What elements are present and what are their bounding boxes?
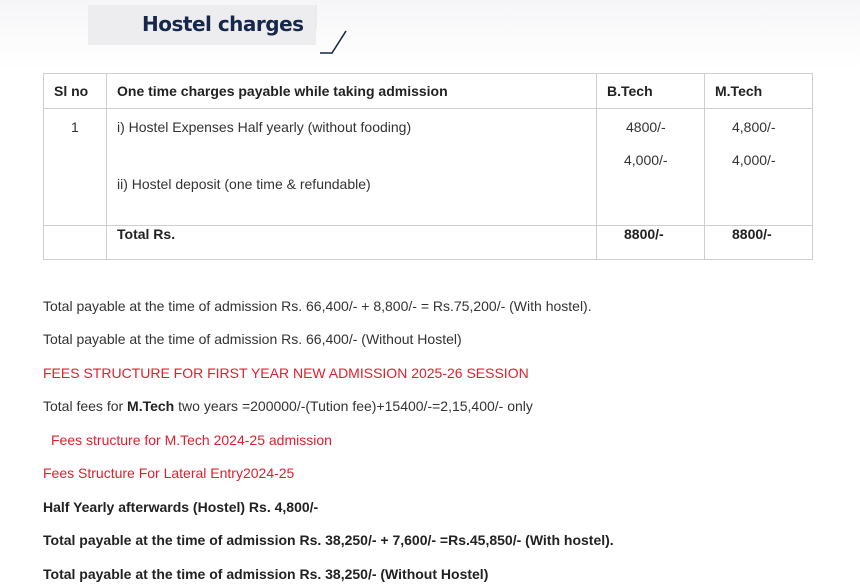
cell-mtech-values (705, 109, 813, 226)
table-header-row (44, 74, 813, 109)
cell-total-empty (44, 226, 107, 260)
total-with-hostel-text: Total payable at the time of admission Rs. 66,400/- + 8,800/- = Rs.75,200/- (With hostel). (43, 298, 592, 314)
header-sl-no: Sl no (44, 74, 107, 109)
btech-hostel-deposit: 4,000/- (624, 152, 668, 168)
cell-sl-no (44, 109, 107, 226)
lateral-total-with-hostel-text: Total payable at the time of admission Rs. 38,250/- + 7,600/- =Rs.45,850/- (With hostel). (43, 532, 614, 548)
lateral-total-without-hostel-text: Total payable at the time of admission Rs. 38,250/- (Without Hostel) (43, 566, 489, 582)
half-yearly-hostel-text: Half Yearly afterwards (Hostel) Rs. 4,800/- (43, 499, 319, 515)
item-hostel-expenses: i) Hostel Expenses Half yearly (without fooding) (117, 119, 412, 135)
btech-hostel-expenses: 4800/- (626, 119, 666, 135)
hostel-charges-table (43, 73, 813, 260)
total-label: Total Rs. (107, 226, 597, 260)
mtech-total-fees-text (43, 398, 533, 414)
header-mtech: M.Tech (705, 74, 813, 109)
mtech-hostel-expenses: 4,800/- (732, 119, 776, 135)
total-mtech: 8800/- (705, 226, 813, 260)
header-description: One time charges payable while taking admission (107, 74, 597, 109)
fees-structure-2025-link[interactable]: FEES STRUCTURE FOR FIRST YEAR NEW ADMISSION 2025-26 SESSION (43, 365, 529, 381)
mtech-hostel-deposit: 4,000/- (732, 152, 776, 168)
table-row (44, 109, 813, 226)
mtech-fees-2024-link[interactable]: Fees structure for M.Tech 2024-25 admission (51, 432, 332, 448)
lateral-entry-fees-link[interactable]: Fees Structure For Lateral Entry2024-25 (43, 465, 295, 481)
header-btech: B.Tech (597, 74, 705, 109)
mtech-fees-prefix: Total fees for (43, 398, 128, 414)
table-total-row (44, 226, 813, 260)
item-hostel-deposit: ii) Hostel deposit (one time & refundable) (117, 176, 371, 192)
heading-title: Hostel charges (142, 12, 304, 36)
cell-description (107, 109, 597, 226)
total-without-hostel-text: Total payable at the time of admission Rs. 66,400/- (Without Hostel) (43, 331, 462, 347)
row-sl-number: 1 (71, 119, 79, 135)
cell-btech-values (597, 109, 705, 226)
mtech-label: M.Tech (127, 398, 175, 414)
section-heading (88, 5, 350, 55)
total-btech: 8800/- (597, 226, 705, 260)
mtech-fees-suffix: two years =200000/-(Tution fee)+15400/-=2,15,400/- only (174, 398, 533, 414)
